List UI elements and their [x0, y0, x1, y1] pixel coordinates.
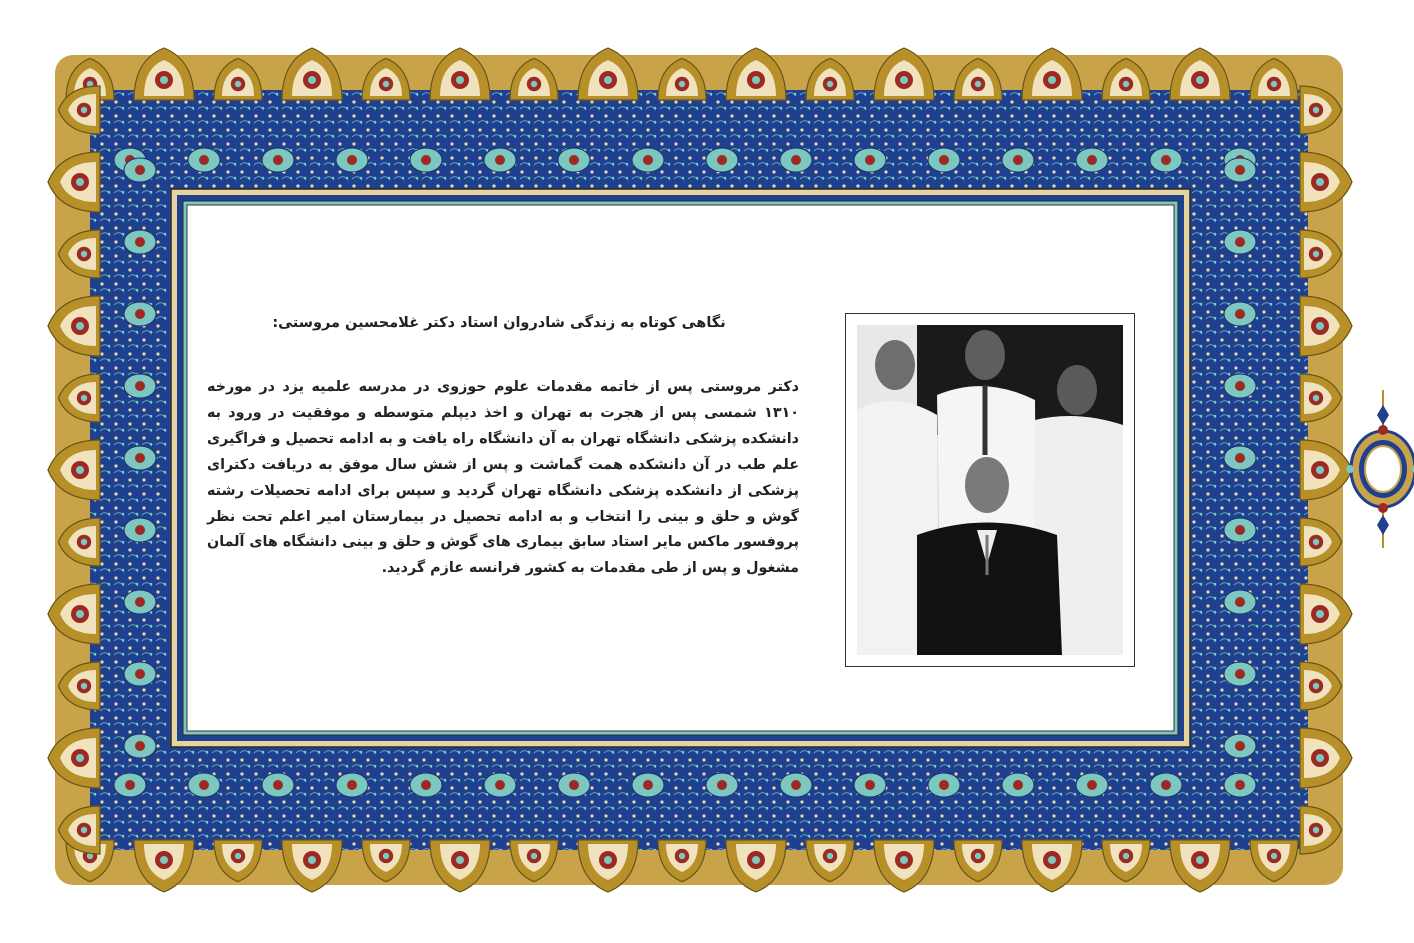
photo-frame [845, 313, 1135, 667]
group-photo-icon [857, 325, 1123, 655]
medallion-ornament-icon [1346, 390, 1414, 548]
article-heading: نگاهی کوتاه به زندگی شادروان استاد دکتر غلامحسین مروستی: [272, 315, 726, 331]
article-body: دکتر مروستی پس از خاتمه مقدمات علوم حوزوی در مدرسه علمیه یزد در مورخه ۱۳۱۰ شمسی پس از هجرت به تهران و اخذ دیپلم متوسطه و موفقیت در ورود به دانشکده پزشکی دانشگاه تهران به آن دانشگاه راه یافت و به ادامه تحصیل و فراگیری علم طب در آن دانشکده همت گماشت و پس از شش سال موفق به دریافت دکترای پزشکی از دانشکده پزشکی دانشگاه تهران گردید و سپس برای ادامه تحصیلات رشته گوش و حلق و بینی را انتخاب و به ادامه تحصیل در بیمارستان امیر اعلم تحت نظر پروفسور ماکس مایر استاد سابق بیماری های گوش و حلق و بینی دانشگاه های آلمان مشغول و پس از طی مقدمات به کشور فرانسه عازم گردید. [207, 379, 799, 577]
content-panel [189, 207, 1172, 729]
